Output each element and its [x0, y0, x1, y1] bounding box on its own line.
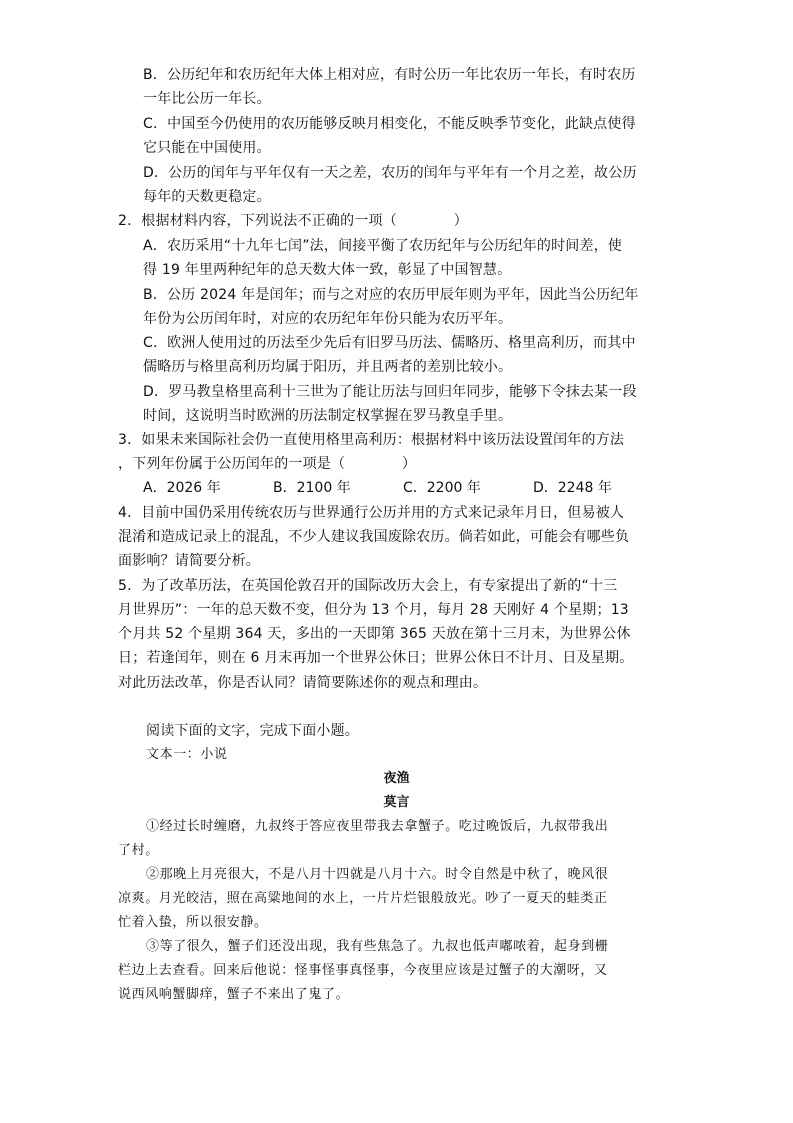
- q4-line2: 混淆和造成记录上的混乱，不少人建议我国废除农历。倘若如此，可能会有哪些负: [118, 529, 630, 545]
- q1-option-b-line1: B．公历纪年和农历纪年大体上相对应，有时公历一年比农历一年长，有时农历: [143, 67, 636, 83]
- reading-instruction: 阅读下面的文字，完成下面小题。: [146, 723, 359, 739]
- q1-option-b-line2: 一年比公历一年长。: [143, 91, 271, 107]
- story-author: 莫言: [383, 795, 410, 810]
- q3-option-b: B．2100 年: [273, 480, 351, 496]
- q1-option-c-line2: 它只能在中国使用。: [143, 140, 271, 156]
- story-title: 夜渔: [383, 771, 410, 786]
- q3-stem-line2: ，下列年份属于公历闰年的一项是（ ）: [118, 456, 417, 472]
- q2-option-a-line2: 得 19 年里两种纪年的总天数大体一致，彰显了中国智慧。: [143, 262, 512, 278]
- q2-option-b-line2: 年份为公历闰年时，对应的农历纪年年份只能为农历平年。: [143, 311, 513, 327]
- q1-option-d-line1: D．公历的闰年与平年仅有一天之差，农历的闰年与平年有一个月之差，故公历: [143, 165, 637, 181]
- q1-option-d-line2: 每年的天数更稳定。: [143, 189, 271, 205]
- q3-options: [143, 477, 663, 499]
- q4-line1: 4．目前中国仍采用传统农历与世界通行公历并用的方式来记录年月日，但易被人: [118, 505, 625, 521]
- q5-line2: 月世界历”：一年的总天数不变，但分为 13 个月，每月 28 天刚好 4 个星期；13: [118, 602, 629, 618]
- story-paragraph-3-line1: ③等了很久，蟹子们还没出现，我有些焦急了。九叔也低声嘟哝着，起身到栅: [146, 939, 609, 954]
- q5-line4: 日；若逢闰年，则在 6 月末再加一个世界公休日；世界公休日不计月、日及星期。: [118, 650, 634, 666]
- q2-option-b-line1: B．公历 2024 年是闰年；而与之对应的农历甲辰年则为平年，因此当公历纪年: [143, 287, 639, 303]
- q3-option-c: C．2200 年: [403, 480, 481, 496]
- q2-option-a-line1: A．农历采用“十九年七闰”法，间接平衡了农历纪年与公历纪年的时间差，使: [143, 238, 623, 254]
- story-paragraph-2-line3: 忙着入蛰，所以很安静。: [118, 915, 268, 930]
- q2-option-d-line2: 时间，这说明当时欧洲的历法制定权掌握在罗马教皇手里。: [143, 408, 513, 424]
- q2-option-c-line2: 儒略历与格里高利历均属于阳历，并且两者的差别比较小。: [143, 359, 513, 375]
- story-paragraph-1-line2: 了村。: [118, 843, 159, 858]
- text-label: 文本一：小说: [146, 747, 228, 762]
- q2-option-d-line1: D．罗马教皇格里高利十三世为了能让历法与回归年同步，能够下令抹去某一段: [143, 384, 637, 400]
- q4-line3: 面影响？请简要分析。: [118, 553, 260, 569]
- story-paragraph-3-line2: 栏边上去查看。回来后他说：怪事怪事真怪事，今夜里应该是过蟹子的大潮呀，又: [118, 963, 608, 978]
- q3-stem-line1: 3．如果未来国际社会仍一直使用格里高利历：根据材料中该历法设置闰年的方法: [118, 432, 625, 448]
- q5-line1: 5．为了改革历法，在英国伦敦召开的国际改历大会上，有专家提出了新的“十三: [118, 578, 618, 594]
- story-paragraph-3-line3: 说西风响蟹脚痒，蟹子不来出了鬼了。: [118, 987, 350, 1002]
- q1-option-c-line1: C．中国至今仍使用的农历能够反映月相变化，不能反映季节变化，此缺点使得: [143, 116, 636, 132]
- q3-option-a: A．2026 年: [143, 480, 221, 496]
- story-paragraph-2-line2: 凉爽。月光皎洁，照在高粱地间的水上，一片片烂银般放光。吵了一夏天的蛙类正: [118, 891, 608, 906]
- q3-option-d: D．2248 年: [533, 480, 612, 496]
- q5-line5: 对此历法改革，你是否认同？请简要陈述你的观点和理由。: [118, 675, 488, 691]
- q2-option-c-line1: C．欧洲人使用过的历法至少先后有旧罗马历法、儒略历、格里高利历，而其中: [143, 335, 636, 351]
- q2-stem: 2．根据材料内容，下列说法不正确的一项（ ）: [118, 213, 468, 229]
- story-paragraph-1-line1: ①经过长时缠磨，九叔终于答应夜里带我去拿蟹子。吃过晚饭后，九叔带我出: [146, 819, 609, 834]
- q5-line3: 个月共 52 个星期 364 天，多出的一天即第 365 天放在第十三月末，为世界公休: [118, 626, 631, 642]
- story-paragraph-2-line1: ②那晚上月亮很大，不是八月十四就是八月十六。时令自然是中秋了，晚风很: [146, 867, 609, 882]
